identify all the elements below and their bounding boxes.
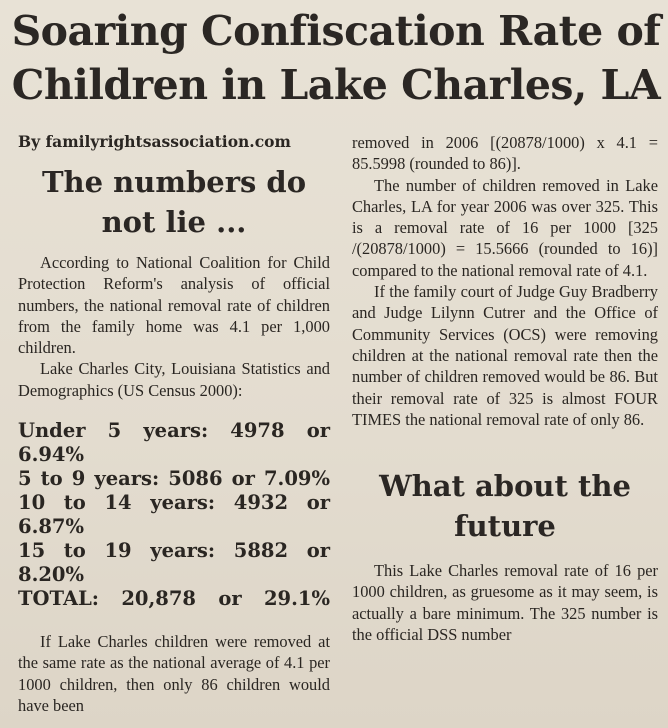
subhead-future: What about the future (379, 469, 631, 544)
stat-row: 10 to 14 years: 4932 or 6.87% (18, 491, 330, 539)
headline: Soaring Confiscation Rate of Children in Lake Charles, LA (11, 7, 661, 109)
paragraph-continued: removed in 2006 [(20878/1000) x 4.1 = 85.5998 (rounded to 86)]. (352, 133, 658, 174)
left-column (18, 132, 330, 716)
paragraph-national-rate: According to National Coalition for Child Protection Reform's analysis of official numbers, the national removal rate of children from the family home was 4.1 per 1,000 children. (18, 253, 330, 358)
stat-row: 5 to 9 years: 5086 or 7.09% (18, 467, 330, 491)
paragraph-comparison: If Lake Charles children were removed at the same rate as the national average of 4.1 per 1000 children, then only 86 children would have been (18, 632, 330, 715)
stat-row: Under 5 years: 4978 or 6.94% (18, 419, 330, 467)
byline: By familyrightsassociation.com (18, 132, 291, 151)
paragraph-lake-charles-rate: The number of children removed in Lake Charles, LA for year 2006 was over 325. This is a removal rate of 16 per 1000 [325 /(20878/1000) = 15.5666 (rounded to 16)] compared to the national removal rate of 4.1. (352, 175, 658, 280)
census-stats-list (18, 419, 330, 611)
stat-row: 15 to 19 years: 5882 or 8.20% (18, 539, 330, 587)
subhead-numbers: The numbers do not lie ... (41, 165, 307, 239)
right-column (352, 132, 658, 645)
stat-row: TOTAL: 20,878 or 29.1% (18, 587, 330, 611)
paragraph-census-intro: Lake Charles City, Louisiana Statistics and Demographics (US Census 2000): (18, 359, 330, 400)
paragraph-family-court: If the family court of Judge Guy Bradberry and Judge Lilynn Cutrer and the Office of Community Services (OCS) were removing children at the national removal rate then the number of children removed would be 86. But their removal rate of 325 is almost FOUR TIMES the national removal rate of only 86. (352, 282, 658, 429)
paragraph-bare-minimum: This Lake Charles removal rate of 16 per 1000 children, as gruesome as it may seem, is actually a bare minimum. The 325 number is the official DSS number (352, 561, 658, 645)
